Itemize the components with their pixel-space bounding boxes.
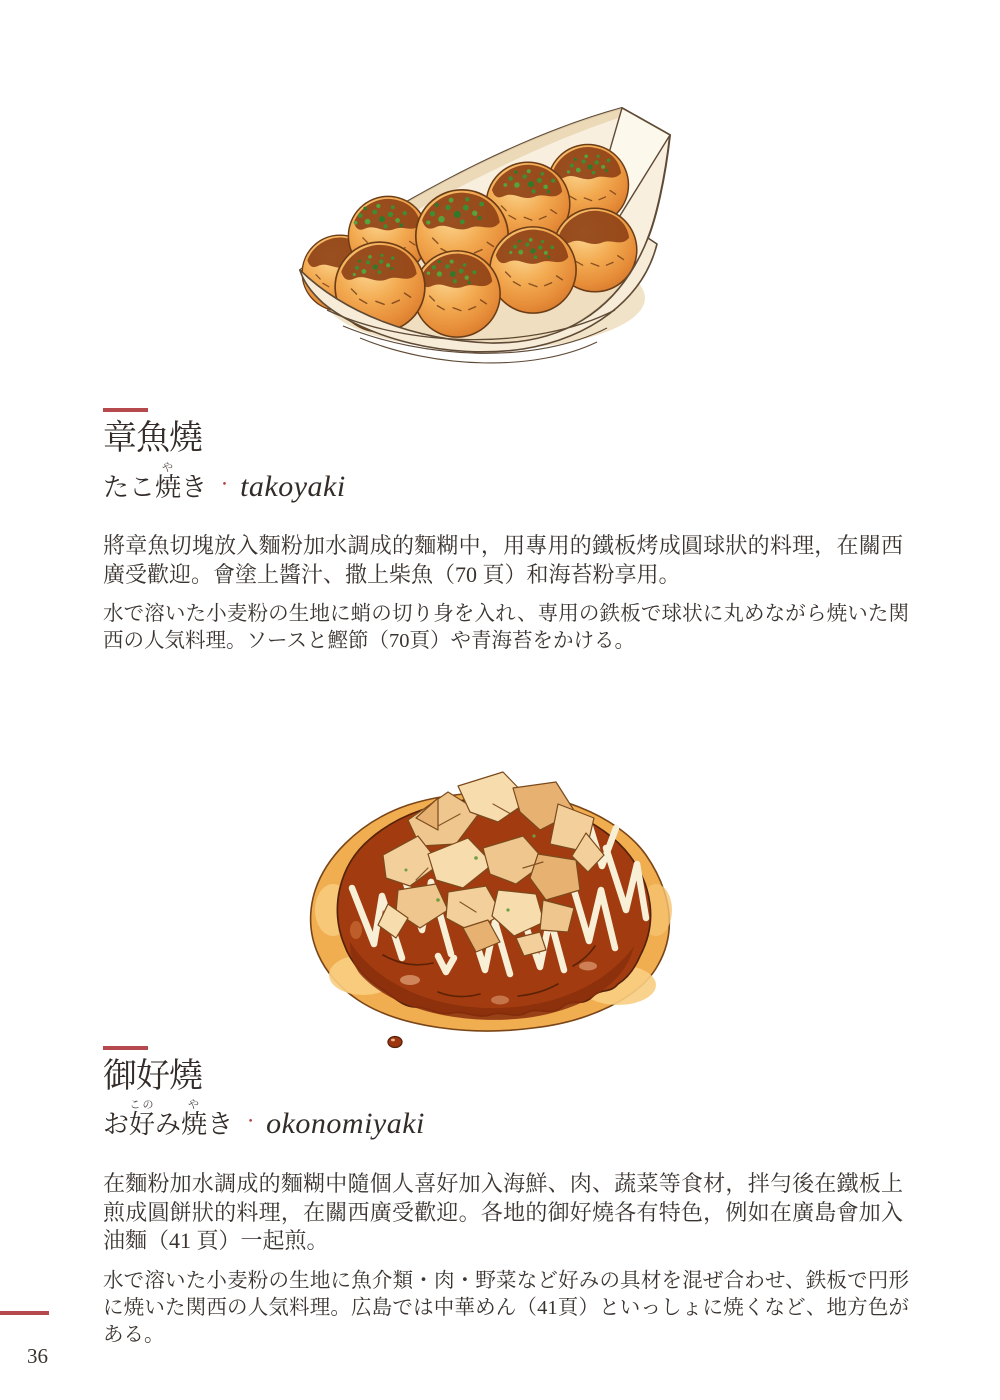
takoyaki-heading: 章魚燒 [103, 420, 202, 457]
takoyaki-romaji: takoyaki [240, 470, 346, 503]
section-rule-okonomiyaki [103, 1046, 148, 1050]
okonomiyaki-kana-pre: お [103, 1110, 130, 1139]
okonomiyaki-kana-mid: み [155, 1110, 182, 1139]
takoyaki-reading [103, 462, 346, 503]
takoyaki-kana-ruby: 焼や [155, 462, 182, 502]
okonomiyaki-romaji: okonomiyaki [266, 1107, 425, 1140]
section-rule-takoyaki [103, 408, 148, 412]
okonomiyaki-heading: 御好燒 [103, 1058, 202, 1095]
separator-dot: ・ [243, 1114, 259, 1130]
footer-rule [0, 1311, 49, 1315]
okonomiyaki-illustration [288, 760, 692, 1052]
page-number: 36 [27, 1344, 48, 1368]
okonomiyaki-reading [103, 1099, 425, 1140]
okonomiyaki-kana-ruby2: 焼や [181, 1099, 208, 1139]
separator-dot: ・ [217, 477, 233, 493]
okonomiyaki-description-ja: 水で溶いた小麦粉の生地に魚介類・肉・野菜など好みの具材を混ぜ合わせ、鉄板で円形に焼いた関西の人気料理。広島では中華めん（41頁）といっしょに焼くなど、地方色がある。 [103, 1270, 909, 1346]
takoyaki-description-ja: 水で溶いた小麦粉の生地に蛸の切り身を入れ、専用の鉄板で球状に丸めながら焼いた関西の人気料理。ソースと鰹節（70頁）や青海苔をかける。 [103, 603, 909, 652]
takoyaki-kana-pre: たこ [103, 473, 156, 502]
okonomiyaki-description-zh: 在麵粉加水調成的麵糊中隨個人喜好加入海鮮、肉、蔬菜等食材，拌勻後在鐵板上煎成圓餅狀的料理，在關西廣受歡迎。各地的御好燒各有特色，例如在廣島會加入油麵（41 頁）一起煎。 [103, 1171, 903, 1253]
takoyaki-illustration [285, 88, 695, 373]
okonomiyaki-kana-ruby1: 好この [129, 1099, 156, 1139]
takoyaki-description-zh: 將章魚切塊放入麵粉加水調成的麵糊中，用專用的鐵板烤成圓球狀的料理，在關西廣受歡迎。會塗上醬汁、撒上柴魚（70 頁）和海苔粉享用。 [103, 533, 903, 587]
okonomiyaki-kana-post: き [207, 1110, 234, 1139]
takoyaki-kana-post: き [181, 473, 208, 502]
